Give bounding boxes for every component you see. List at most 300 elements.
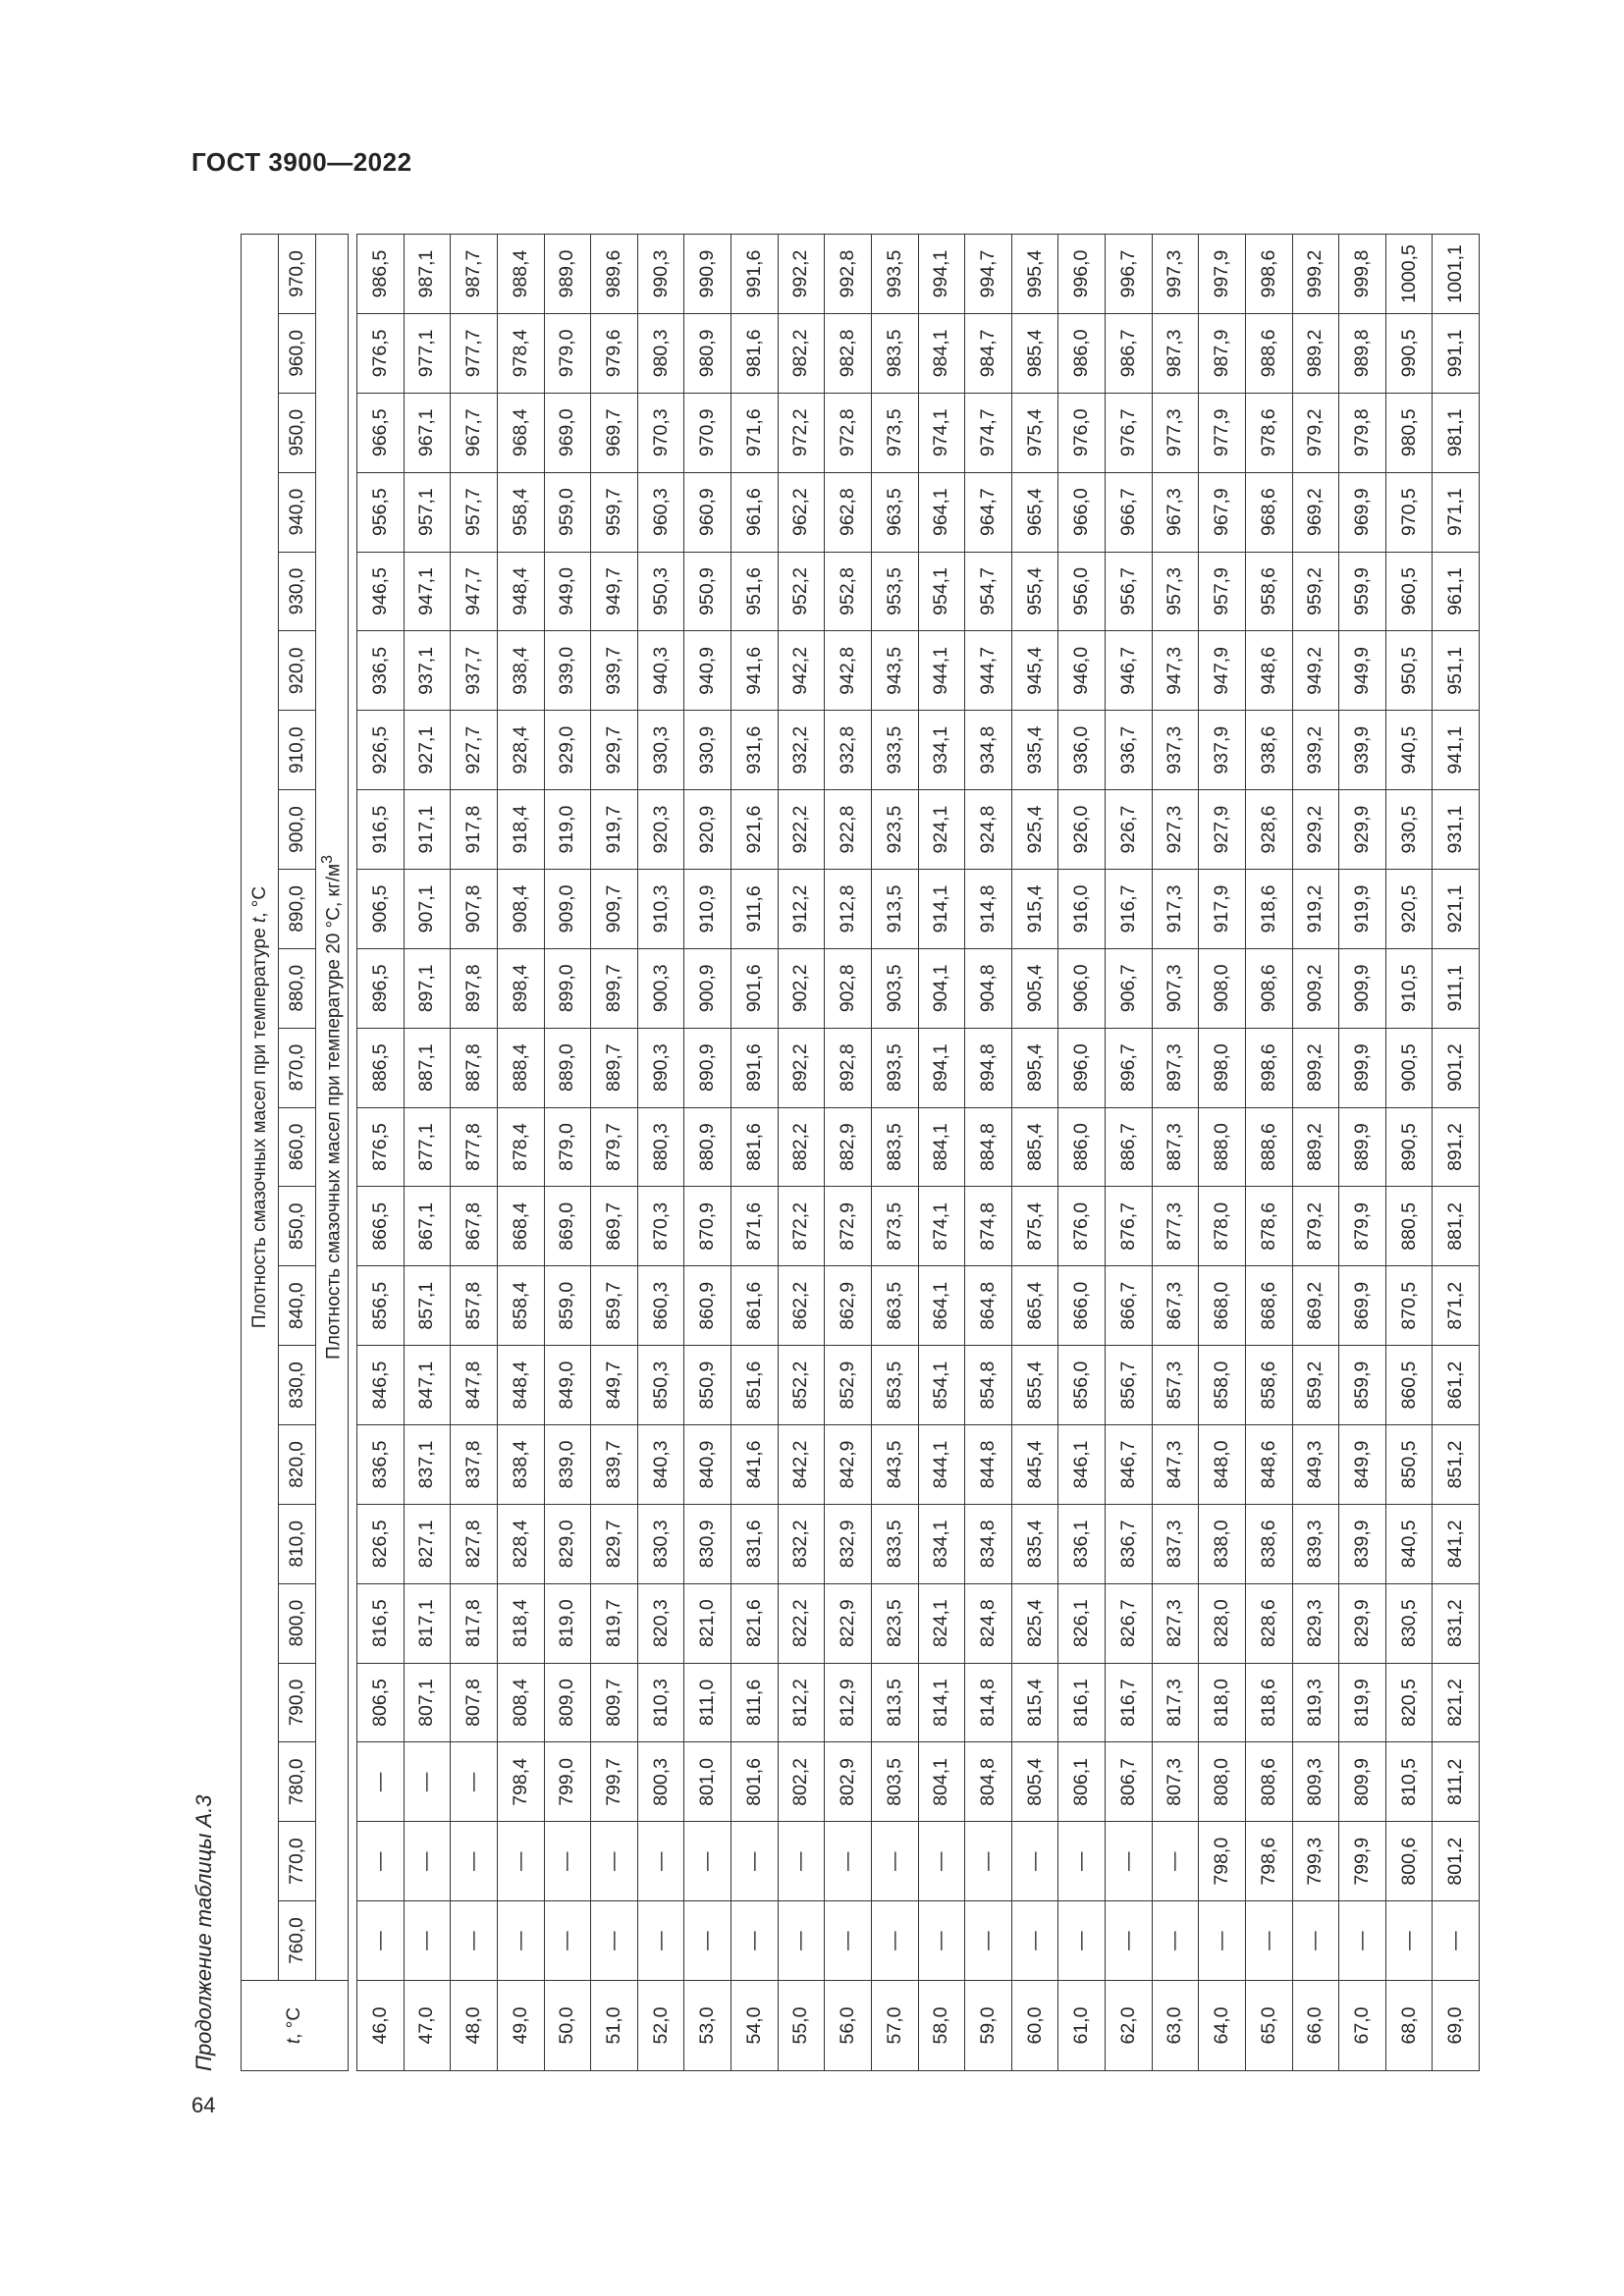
- density-value-cell: —: [918, 1822, 965, 1901]
- gap-cell: [349, 393, 357, 472]
- density-value-cell: 846,7: [1106, 1424, 1153, 1504]
- density-value-cell: 962,2: [778, 472, 825, 552]
- table-row: [684, 235, 731, 2071]
- density-value-cell: 890,3: [637, 1028, 684, 1107]
- density-value-cell: —: [1433, 1901, 1480, 1981]
- density-value-cell: —: [1339, 1901, 1386, 1981]
- density-value-cell: 992,8: [825, 235, 872, 314]
- density-value-cell: 953,5: [871, 552, 918, 631]
- density-value-cell: 921,1: [1433, 869, 1480, 948]
- density-value-cell: 954,7: [965, 552, 1012, 631]
- density-value-cell: 849,7: [591, 1346, 638, 1425]
- density-value-cell: 904,1: [918, 948, 965, 1028]
- density-value-cell: 820,5: [1385, 1663, 1433, 1742]
- temperature-cell: 65,0: [1245, 1981, 1292, 2071]
- density-value-cell: 808,0: [1199, 1742, 1246, 1822]
- density-value-cell: 957,7: [451, 472, 498, 552]
- density-value-cell: 829,3: [1292, 1583, 1339, 1663]
- density-value-cell: 839,9: [1339, 1504, 1386, 1583]
- density-value-cell: 848,0: [1199, 1424, 1246, 1504]
- temperature-cell: 68,0: [1385, 1981, 1433, 2071]
- density-value-cell: 842,2: [778, 1424, 825, 1504]
- density-value-cell: —: [1011, 1901, 1058, 1981]
- density-value-cell: 961,1: [1433, 552, 1480, 631]
- density-value-cell: 799,7: [591, 1742, 638, 1822]
- column-header: 960,0: [279, 313, 316, 393]
- table-row: [1106, 235, 1153, 2071]
- density-value-cell: 936,7: [1106, 711, 1153, 790]
- density-value-cell: 809,9: [1339, 1742, 1386, 1822]
- column-header: 880,0: [279, 948, 316, 1028]
- density-value-cell: 944,7: [965, 631, 1012, 711]
- density-value-cell: 970,9: [684, 393, 731, 472]
- density-value-cell: 949,9: [1339, 631, 1386, 711]
- density-value-cell: 928,6: [1245, 790, 1292, 870]
- density-value-cell: 856,5: [357, 1266, 405, 1346]
- density-value-cell: 911,1: [1433, 948, 1480, 1028]
- column-header: 910,0: [279, 711, 316, 790]
- density-value-cell: 798,6: [1245, 1822, 1292, 1901]
- density-value-cell: —: [965, 1901, 1012, 1981]
- corner-header: [242, 1981, 349, 2071]
- density-value-cell: 968,6: [1245, 472, 1292, 552]
- gap-cell: [349, 1901, 357, 1981]
- density-value-cell: 825,4: [1011, 1583, 1058, 1663]
- density-value-cell: 982,2: [778, 313, 825, 393]
- gap-cell: [349, 948, 357, 1028]
- density-value-cell: 939,9: [1339, 711, 1386, 790]
- density-value-cell: 958,4: [497, 472, 544, 552]
- temperature-cell: 66,0: [1292, 1981, 1339, 2071]
- density-value-cell: —: [451, 1822, 498, 1901]
- gap-cell: [349, 1346, 357, 1425]
- density-value-cell: 966,7: [1106, 472, 1153, 552]
- table-row: [1433, 235, 1480, 2071]
- density-value-cell: 977,1: [404, 313, 451, 393]
- density-value-cell: 849,3: [1292, 1424, 1339, 1504]
- temperature-cell: 67,0: [1339, 1981, 1386, 2071]
- density-value-cell: 993,5: [871, 235, 918, 314]
- density-value-cell: 997,3: [1152, 235, 1199, 314]
- density-value-cell: 807,3: [1152, 1742, 1199, 1822]
- density-value-cell: 856,7: [1106, 1346, 1153, 1425]
- density-value-cell: 912,2: [778, 869, 825, 948]
- density-value-cell: 958,6: [1245, 552, 1292, 631]
- density-value-cell: 837,3: [1152, 1504, 1199, 1583]
- density-label-header: [316, 235, 349, 1981]
- density-value-cell: 989,0: [544, 235, 591, 314]
- density-value-cell: 820,3: [637, 1583, 684, 1663]
- density-value-cell: 879,2: [1292, 1187, 1339, 1266]
- density-value-cell: 884,8: [965, 1107, 1012, 1187]
- density-value-cell: 926,5: [357, 711, 405, 790]
- density-value-cell: 940,3: [637, 631, 684, 711]
- density-value-cell: 823,5: [871, 1583, 918, 1663]
- density-value-cell: 847,1: [404, 1346, 451, 1425]
- density-value-cell: 899,7: [591, 948, 638, 1028]
- density-value-cell: 932,8: [825, 711, 872, 790]
- density-value-cell: 984,1: [918, 313, 965, 393]
- density-value-cell: 939,0: [544, 631, 591, 711]
- column-header: 900,0: [279, 790, 316, 870]
- density-value-cell: 867,8: [451, 1187, 498, 1266]
- density-value-cell: 866,5: [357, 1187, 405, 1266]
- density-value-cell: 978,4: [497, 313, 544, 393]
- density-value-cell: 929,0: [544, 711, 591, 790]
- density-value-cell: 909,2: [1292, 948, 1339, 1028]
- density-value-cell: —: [1106, 1822, 1153, 1901]
- density-value-cell: 811,2: [1433, 1742, 1480, 1822]
- density-value-cell: 922,8: [825, 790, 872, 870]
- density-value-cell: 991,1: [1433, 313, 1480, 393]
- density-value-cell: 930,9: [684, 711, 731, 790]
- density-value-cell: —: [497, 1901, 544, 1981]
- density-value-cell: 956,5: [357, 472, 405, 552]
- column-header: 820,0: [279, 1424, 316, 1504]
- density-value-cell: 814,8: [965, 1663, 1012, 1742]
- density-value-cell: 837,1: [404, 1424, 451, 1504]
- density-value-cell: —: [684, 1901, 731, 1981]
- density-value-cell: 909,7: [591, 869, 638, 948]
- density-value-cell: 927,1: [404, 711, 451, 790]
- density-value-cell: 836,1: [1058, 1504, 1106, 1583]
- table-row: [1011, 235, 1058, 2071]
- density-value-cell: —: [871, 1822, 918, 1901]
- temperature-cell: 46,0: [357, 1981, 405, 2071]
- density-value-cell: 840,9: [684, 1424, 731, 1504]
- density-value-cell: 886,7: [1106, 1107, 1153, 1187]
- density-value-cell: 894,1: [918, 1028, 965, 1107]
- density-value-cell: 896,5: [357, 948, 405, 1028]
- density-value-cell: 847,8: [451, 1346, 498, 1425]
- density-value-cell: 917,3: [1152, 869, 1199, 948]
- density-value-cell: 897,1: [404, 948, 451, 1028]
- density-value-cell: 836,7: [1106, 1504, 1153, 1583]
- density-value-cell: —: [684, 1822, 731, 1901]
- density-value-cell: 839,0: [544, 1424, 591, 1504]
- density-value-cell: 828,0: [1199, 1583, 1246, 1663]
- density-value-cell: 848,6: [1245, 1424, 1292, 1504]
- density-value-cell: 848,4: [497, 1346, 544, 1425]
- density-value-cell: 969,0: [544, 393, 591, 472]
- density-value-cell: 957,1: [404, 472, 451, 552]
- density-value-cell: 853,5: [871, 1346, 918, 1425]
- density-value-cell: 861,2: [1433, 1346, 1480, 1425]
- density-value-cell: 940,5: [1385, 711, 1433, 790]
- density-value-cell: 910,3: [637, 869, 684, 948]
- table-row: [1339, 235, 1386, 2071]
- density-value-cell: 951,1: [1433, 631, 1480, 711]
- density-value-cell: 919,7: [591, 790, 638, 870]
- density-value-cell: 977,3: [1152, 393, 1199, 472]
- density-value-cell: —: [1011, 1822, 1058, 1901]
- density-value-cell: 821,2: [1433, 1663, 1480, 1742]
- density-value-cell: 960,5: [1385, 552, 1433, 631]
- density-value-cell: 899,9: [1339, 1028, 1386, 1107]
- density-value-cell: 844,1: [918, 1424, 965, 1504]
- density-value-cell: 886,5: [357, 1028, 405, 1107]
- density-value-cell: —: [918, 1901, 965, 1981]
- density-value-cell: 914,8: [965, 869, 1012, 948]
- density-value-cell: 850,5: [1385, 1424, 1433, 1504]
- temperature-cell: 55,0: [778, 1981, 825, 2071]
- density-value-cell: —: [637, 1901, 684, 1981]
- density-value-cell: 808,4: [497, 1663, 544, 1742]
- density-value-cell: 834,8: [965, 1504, 1012, 1583]
- density-value-cell: 861,6: [731, 1266, 779, 1346]
- density-value-cell: 980,9: [684, 313, 731, 393]
- density-value-cell: —: [731, 1901, 779, 1981]
- temperature-cell: 62,0: [1106, 1981, 1153, 2071]
- density-value-cell: 888,0: [1199, 1107, 1246, 1187]
- density-value-cell: 866,7: [1106, 1266, 1153, 1346]
- density-value-cell: 986,5: [357, 235, 405, 314]
- density-value-cell: 937,1: [404, 631, 451, 711]
- density-value-cell: 897,3: [1152, 1028, 1199, 1107]
- density-value-cell: 917,9: [1199, 869, 1246, 948]
- density-value-cell: 888,6: [1245, 1107, 1292, 1187]
- density-value-cell: 939,2: [1292, 711, 1339, 790]
- density-value-cell: 844,8: [965, 1424, 1012, 1504]
- density-value-cell: 876,7: [1106, 1187, 1153, 1266]
- density-value-cell: 871,2: [1433, 1266, 1480, 1346]
- column-header: 780,0: [279, 1742, 316, 1822]
- density-value-cell: 841,6: [731, 1424, 779, 1504]
- density-value-cell: 909,9: [1339, 948, 1386, 1028]
- density-value-cell: 900,3: [637, 948, 684, 1028]
- density-value-cell: 889,7: [591, 1028, 638, 1107]
- density-value-cell: 965,4: [1011, 472, 1058, 552]
- density-value-cell: 901,2: [1433, 1028, 1480, 1107]
- density-value-cell: 854,8: [965, 1346, 1012, 1425]
- gap-cell: [349, 235, 357, 314]
- table-row: [1152, 235, 1199, 2071]
- density-value-cell: 862,2: [778, 1266, 825, 1346]
- density-value-cell: 906,7: [1106, 948, 1153, 1028]
- density-value-cell: 910,5: [1385, 948, 1433, 1028]
- density-value-cell: 890,5: [1385, 1107, 1433, 1187]
- density-value-cell: 849,9: [1339, 1424, 1386, 1504]
- page-number: 64: [191, 2093, 216, 2117]
- column-header: 950,0: [279, 393, 316, 472]
- density-value-cell: 893,5: [871, 1028, 918, 1107]
- density-value-cell: —: [451, 1901, 498, 1981]
- density-value-cell: 879,0: [544, 1107, 591, 1187]
- density-value-cell: 954,1: [918, 552, 965, 631]
- density-value-cell: 819,9: [1339, 1663, 1386, 1742]
- temperature-cell: 61,0: [1058, 1981, 1106, 2071]
- density-value-cell: 822,2: [778, 1583, 825, 1663]
- density-value-cell: 924,1: [918, 790, 965, 870]
- temperature-cell: 50,0: [544, 1981, 591, 2071]
- density-value-cell: 804,1: [918, 1742, 965, 1822]
- density-value-cell: 929,7: [591, 711, 638, 790]
- density-value-cell: 895,4: [1011, 1028, 1058, 1107]
- density-value-cell: 957,9: [1199, 552, 1246, 631]
- density-value-cell: 912,8: [825, 869, 872, 948]
- temperature-cell: 64,0: [1199, 1981, 1246, 2071]
- density-value-cell: 999,8: [1339, 235, 1386, 314]
- density-value-cell: 919,0: [544, 790, 591, 870]
- density-value-cell: 919,2: [1292, 869, 1339, 948]
- density-value-cell: 883,5: [871, 1107, 918, 1187]
- density-value-cell: 896,0: [1058, 1028, 1106, 1107]
- density-value-cell: 1001,1: [1433, 235, 1480, 314]
- density-value-cell: 939,7: [591, 631, 638, 711]
- density-value-cell: 904,8: [965, 948, 1012, 1028]
- density-value-cell: 921,6: [731, 790, 779, 870]
- density-value-cell: 896,7: [1106, 1028, 1153, 1107]
- density-value-cell: 919,9: [1339, 869, 1386, 948]
- density-value-cell: 870,3: [637, 1187, 684, 1266]
- density-value-cell: 936,5: [357, 631, 405, 711]
- density-value-cell: 941,1: [1433, 711, 1480, 790]
- density-value-cell: 938,4: [497, 631, 544, 711]
- table-row: [1385, 235, 1433, 2071]
- density-value-cell: 898,4: [497, 948, 544, 1028]
- density-value-cell: 819,0: [544, 1583, 591, 1663]
- density-value-cell: 832,2: [778, 1504, 825, 1583]
- density-value-cell: 807,8: [451, 1663, 498, 1742]
- density-value-cell: 884,1: [918, 1107, 965, 1187]
- density-value-cell: 985,4: [1011, 313, 1058, 393]
- density-value-cell: 987,7: [451, 235, 498, 314]
- density-value-cell: 842,9: [825, 1424, 872, 1504]
- column-header: 770,0: [279, 1822, 316, 1901]
- gap-cell: [349, 1028, 357, 1107]
- density-value-cell: 818,0: [1199, 1663, 1246, 1742]
- density-value-cell: 980,5: [1385, 393, 1433, 472]
- density-value-cell: 908,6: [1245, 948, 1292, 1028]
- table-row: [544, 235, 591, 2071]
- density-value-cell: 926,0: [1058, 790, 1106, 870]
- density-value-cell: 950,3: [637, 552, 684, 631]
- density-value-cell: 840,3: [637, 1424, 684, 1504]
- density-value-cell: 990,3: [637, 235, 684, 314]
- density-value-cell: 946,0: [1058, 631, 1106, 711]
- gap-cell: [349, 472, 357, 552]
- table-row: [965, 235, 1012, 2071]
- density-value-cell: —: [404, 1901, 451, 1981]
- density-value-cell: 974,7: [965, 393, 1012, 472]
- temperature-cell: 57,0: [871, 1981, 918, 2071]
- density-value-cell: 819,7: [591, 1583, 638, 1663]
- column-header: 850,0: [279, 1187, 316, 1266]
- density-value-cell: 949,2: [1292, 631, 1339, 711]
- density-value-cell: 989,2: [1292, 313, 1339, 393]
- column-header: 840,0: [279, 1266, 316, 1346]
- density-value-cell: 917,1: [404, 790, 451, 870]
- table-row: [778, 235, 825, 2071]
- density-value-cell: —: [357, 1742, 405, 1822]
- density-value-cell: 868,4: [497, 1187, 544, 1266]
- density-value-cell: 900,9: [684, 948, 731, 1028]
- gap-cell: [349, 1424, 357, 1504]
- density-value-cell: 902,8: [825, 948, 872, 1028]
- temperature-cell: 51,0: [591, 1981, 638, 2071]
- density-value-cell: —: [825, 1822, 872, 1901]
- density-value-cell: 819,3: [1292, 1663, 1339, 1742]
- density-value-cell: 918,4: [497, 790, 544, 870]
- density-value-cell: 972,2: [778, 393, 825, 472]
- density-value-cell: —: [404, 1742, 451, 1822]
- density-value-cell: 816,5: [357, 1583, 405, 1663]
- density-value-cell: 907,3: [1152, 948, 1199, 1028]
- density-value-cell: 878,4: [497, 1107, 544, 1187]
- density-value-cell: 957,3: [1152, 552, 1199, 631]
- density-value-cell: 864,8: [965, 1266, 1012, 1346]
- density-value-cell: —: [357, 1901, 405, 1981]
- density-value-cell: 829,9: [1339, 1583, 1386, 1663]
- density-value-cell: 822,9: [825, 1583, 872, 1663]
- density-value-cell: 971,6: [731, 393, 779, 472]
- density-value-cell: 891,2: [1433, 1107, 1480, 1187]
- column-header: 870,0: [279, 1028, 316, 1107]
- density-value-cell: 860,9: [684, 1266, 731, 1346]
- density-value-cell: 979,6: [591, 313, 638, 393]
- density-value-cell: 940,9: [684, 631, 731, 711]
- density-value-cell: 914,1: [918, 869, 965, 948]
- density-value-cell: 950,5: [1385, 631, 1433, 711]
- density-value-cell: 969,2: [1292, 472, 1339, 552]
- density-value-cell: 871,6: [731, 1187, 779, 1266]
- table-title-header: [242, 235, 279, 1981]
- density-value-cell: 834,1: [918, 1504, 965, 1583]
- density-value-cell: —: [544, 1901, 591, 1981]
- gap-cell: [349, 631, 357, 711]
- density-value-cell: 891,6: [731, 1028, 779, 1107]
- density-value-cell: 930,3: [637, 711, 684, 790]
- density-value-cell: 946,7: [1106, 631, 1153, 711]
- density-value-cell: 811,6: [731, 1663, 779, 1742]
- density-value-cell: 964,1: [918, 472, 965, 552]
- table-row: [591, 235, 638, 2071]
- density-value-cell: 1000,5: [1385, 235, 1433, 314]
- density-value-cell: 817,8: [451, 1583, 498, 1663]
- density-value-cell: 869,9: [1339, 1266, 1386, 1346]
- table-row: [1199, 235, 1246, 2071]
- rotated-content: [191, 226, 1480, 2071]
- density-value-cell: 959,2: [1292, 552, 1339, 631]
- density-value-cell: 799,0: [544, 1742, 591, 1822]
- table-row: [1245, 235, 1292, 2071]
- density-value-cell: 869,2: [1292, 1266, 1339, 1346]
- column-header: 920,0: [279, 631, 316, 711]
- density-value-cell: 876,5: [357, 1107, 405, 1187]
- document-header: ГОСТ 3900—2022: [191, 147, 412, 177]
- density-value-cell: 952,2: [778, 552, 825, 631]
- density-value-cell: 969,9: [1339, 472, 1386, 552]
- density-value-cell: 839,7: [591, 1424, 638, 1504]
- density-value-cell: 935,4: [1011, 711, 1058, 790]
- gap-cell: [349, 313, 357, 393]
- density-value-cell: —: [637, 1822, 684, 1901]
- density-value-cell: 931,6: [731, 711, 779, 790]
- temperature-cell: 47,0: [404, 1981, 451, 2071]
- density-value-cell: 821,0: [684, 1583, 731, 1663]
- temperature-cell: 53,0: [684, 1981, 731, 2071]
- density-value-cell: 858,6: [1245, 1346, 1292, 1425]
- gap-cell: [349, 1663, 357, 1742]
- density-value-cell: 922,2: [778, 790, 825, 870]
- density-value-cell: 851,2: [1433, 1424, 1480, 1504]
- density-value-cell: 956,7: [1106, 552, 1153, 631]
- density-value-cell: 824,8: [965, 1583, 1012, 1663]
- density-value-cell: 831,2: [1433, 1583, 1480, 1663]
- density-value-cell: 988,4: [497, 235, 544, 314]
- density-value-cell: 983,5: [871, 313, 918, 393]
- density-value-cell: 801,0: [684, 1742, 731, 1822]
